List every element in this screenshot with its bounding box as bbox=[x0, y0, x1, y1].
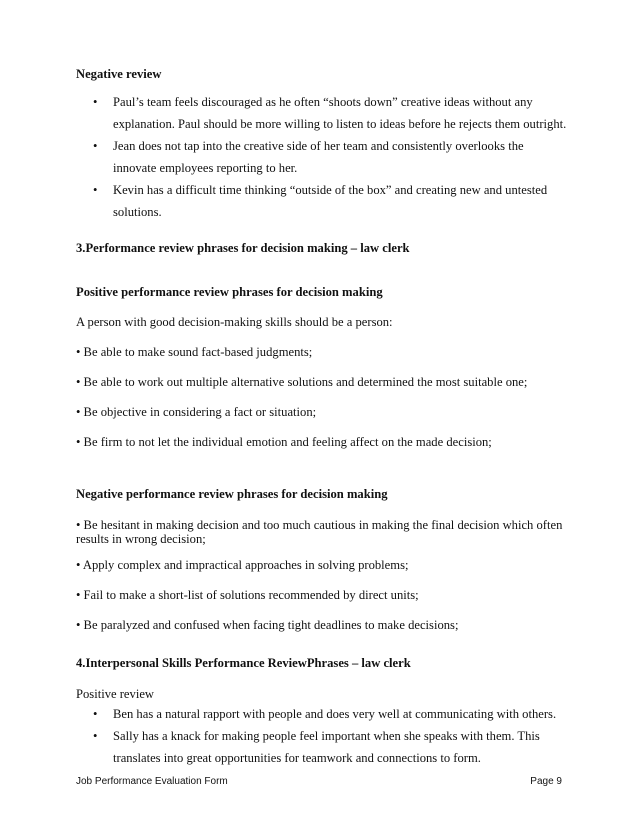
list-item: • Fail to make a short-list of solutions recommended by direct units; bbox=[76, 588, 419, 602]
list-item: • Be objective in considering a fact or situation; bbox=[76, 405, 317, 419]
positive-phrases-heading: Positive performance review phrases for decision making bbox=[76, 285, 383, 299]
list-item: • Be able to make sound fact-based judgments; bbox=[76, 345, 313, 359]
footer-title: Job Performance Evaluation Form bbox=[76, 776, 228, 787]
list-item: • Be firm to not let the individual emotion and feeling affect on the made decision; bbox=[76, 435, 492, 449]
list-item-line: innovate employees reporting to her. bbox=[113, 161, 298, 175]
list-item-line: Ben has a natural rapport with people and does very well at communicating with others. bbox=[113, 707, 557, 721]
section-3-title: 3.Performance review phrases for decision making – law clerk bbox=[76, 241, 410, 255]
list-item-line: Kevin has a difficult time thinking “outside of the box” and creating new and untested bbox=[113, 183, 548, 197]
bullet-icon: • bbox=[93, 707, 98, 721]
bullet-icon: • bbox=[93, 729, 98, 743]
bullet-icon: • bbox=[93, 183, 98, 197]
list-item-line: results in wrong decision; bbox=[76, 532, 206, 546]
list-item-line: Paul’s team feels discouraged as he often “shoots down” creative ideas without any bbox=[113, 95, 533, 109]
positive-review-label: Positive review bbox=[76, 687, 154, 701]
page-number: Page 9 bbox=[530, 776, 562, 787]
list-item-line: • Be hesitant in making decision and too much cautious in making the final decision which often bbox=[76, 518, 563, 532]
intro-text: A person with good decision-making skills should be a person: bbox=[76, 315, 393, 329]
list-item: • Apply complex and impractical approaches in solving problems; bbox=[76, 558, 409, 572]
list-item-line: Sally has a knack for making people feel important when she speaks with them. This bbox=[113, 729, 540, 743]
negative-review-heading: Negative review bbox=[76, 67, 162, 81]
list-item-line: explanation. Paul should be more willing to listen to ideas before he rejects them outright. bbox=[113, 117, 567, 131]
section-4-title: 4.Interpersonal Skills Performance ReviewPhrases – law clerk bbox=[76, 656, 411, 670]
bullet-icon: • bbox=[93, 139, 98, 153]
negative-phrases-heading: Negative performance review phrases for decision making bbox=[76, 487, 388, 501]
list-item: • Be able to work out multiple alternative solutions and determined the most suitable one; bbox=[76, 375, 528, 389]
list-item-line: solutions. bbox=[113, 205, 162, 219]
list-item: • Be paralyzed and confused when facing tight deadlines to make decisions; bbox=[76, 618, 459, 632]
bullet-icon: • bbox=[93, 95, 98, 109]
list-item-line: Jean does not tap into the creative side of her team and consistently overlooks the bbox=[113, 139, 524, 153]
list-item-line: translates into great opportunities for teamwork and connections to form. bbox=[113, 751, 481, 765]
